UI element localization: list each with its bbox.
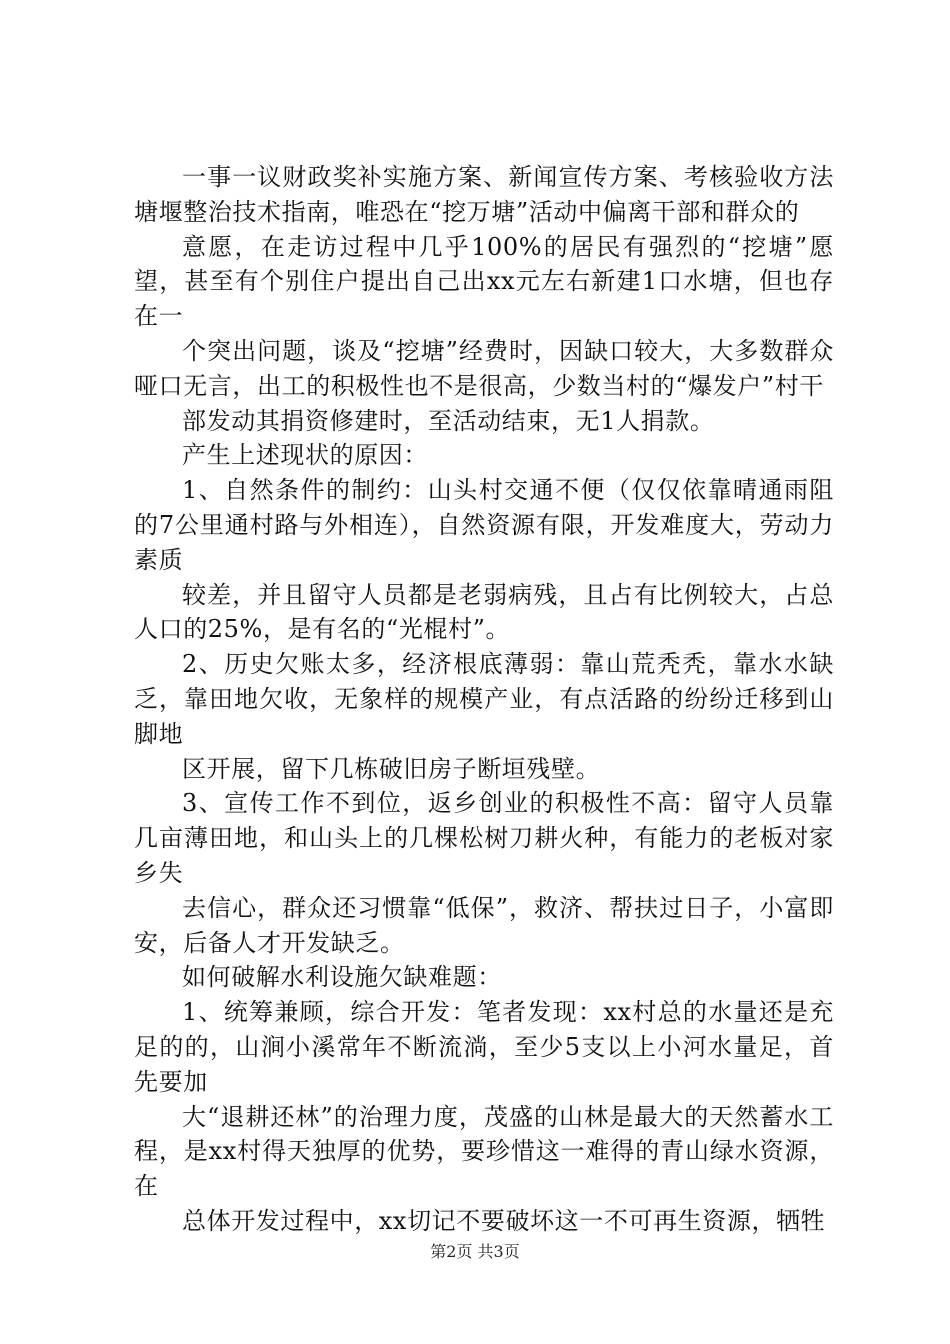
paragraph: 个突出问题，谈及“挖塘”经费时，因缺口较大，大多数群众哑口无言，出工的积极性也不是很高，少数当村的“爆发户”村干 xyxy=(134,336,834,400)
paragraph: 1、自然条件的制约：山头村交通不便（仅仅依靠晴通雨阻的7公里通村路与外相连），自然资源有限，开发难度大，劳动力素质 xyxy=(134,476,834,574)
paragraph: 3、宣传工作不到位，返乡创业的积极性不高：留守人员靠几亩薄田地，和山头上的几棵松树刀耕火种，有能力的老板对家乡失 xyxy=(134,789,834,887)
paragraph: 部发动其捐资修建时，至活动结束，无1人捐款。 xyxy=(182,406,715,435)
paragraph: 区开展，留下几栋破旧房子断垣残壁。 xyxy=(182,754,601,783)
paragraph: 1、统筹兼顾，综合开发：笔者发现：xx村总的水量还是充足的的，山涧小溪常年不断流淌，至少5支以上小河水量足，首先要加 xyxy=(134,998,834,1096)
document-body xyxy=(134,160,834,1239)
page-footer xyxy=(0,1241,950,1263)
paragraph: 总体开发过程中，xx切记不要破坏这一不可再生资源，牺牲 xyxy=(182,1206,826,1235)
paragraph: 2、历史欠账太多，经济根底薄弱：靠山荒秃秃，靠水水缺乏，靠田地欠收，无象样的规模产业，有点活路的纷纷迁移到山脚地 xyxy=(134,650,834,748)
paragraph: 如何破解水利设施欠缺难题： xyxy=(182,963,502,992)
paragraph: 意愿，在走访过程中几乎100%的居民有强烈的“挖塘”愿望，甚至有个别住户提出自己出xx元左右新建1口水塘，但也存在一 xyxy=(134,232,834,331)
paragraph: 产生上述现状的原因： xyxy=(182,441,428,470)
paragraph: 较差，并且留守人员都是老弱病残，且占有比例较大，占总人口的25%，是有名的“光棍村”。 xyxy=(134,580,834,644)
paragraph: 去信心，群众还习惯靠“低保”，救济、帮扶过日子，小富即安，后备人才开发缺乏。 xyxy=(134,893,834,957)
page-number: 第2页 共3页 xyxy=(430,1242,520,1261)
paragraph: 大“退耕还林”的治理力度，茂盛的山林是最大的天然蓄水工程，是xx村得天独厚的优势，要珍惜这一难得的青山绿水资源，在 xyxy=(134,1102,834,1201)
paragraph: 一事一议财政奖补实施方案、新闻宣传方案、考核验收方法塘堰整治技术指南，唯恐在“挖万塘”活动中偏离干部和群众的 xyxy=(134,163,834,226)
